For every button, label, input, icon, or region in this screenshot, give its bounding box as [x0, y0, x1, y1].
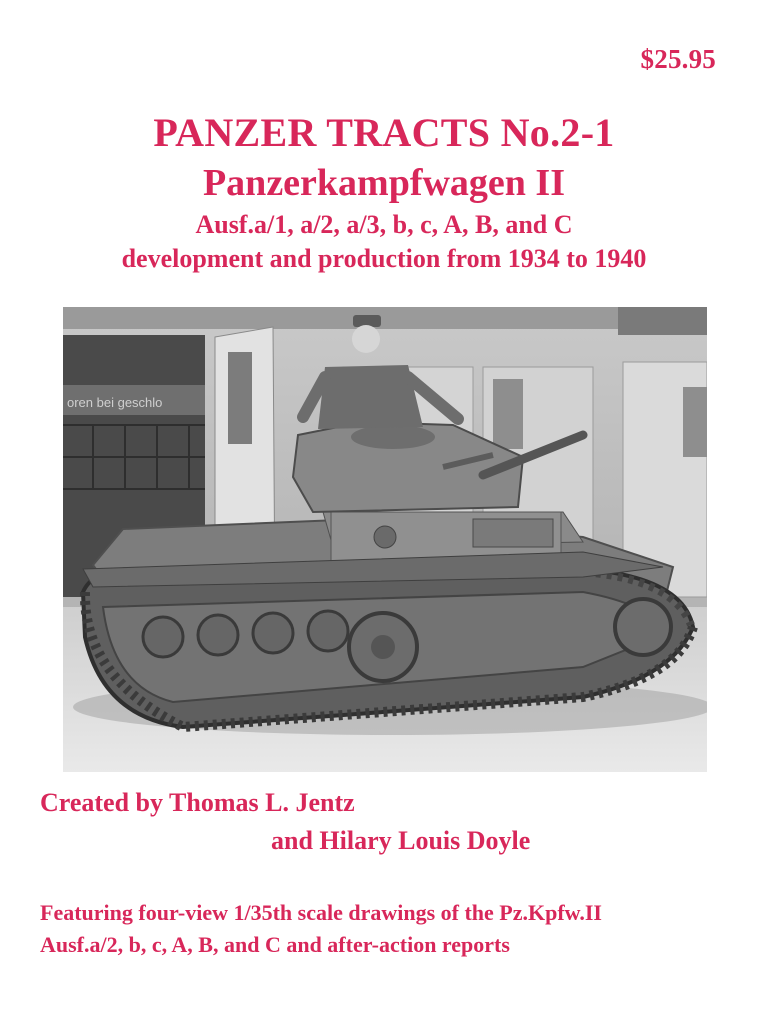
feature-line-1: Featuring four-view 1/35th scale drawings of the Pz.Kpfw.II [40, 900, 602, 925]
credits-line-1: Created by Thomas L. Jentz [40, 788, 355, 817]
series-title: PANZER TRACTS No.2-1 [153, 110, 615, 155]
tank-photo [63, 307, 707, 772]
tank-photo-illustration [63, 307, 707, 772]
subtitle-line: development and production from 1934 to 1940 [121, 244, 647, 273]
variants-line: Ausf.a/1, a/2, a/3, b, c, A, B, and C [195, 210, 573, 239]
credits-line-2: and Hilary Louis Doyle [271, 826, 531, 855]
title-block [0, 108, 768, 276]
vehicle-title: Panzerkampfwagen II [202, 162, 566, 204]
feature-line-2: Ausf.a/2, b, c, A, B, and C and after-action reports [40, 932, 510, 957]
photo-sign-text: oren bei geschlo [67, 395, 163, 410]
price-label: $25.95 [640, 44, 716, 74]
feature-description [40, 897, 740, 961]
